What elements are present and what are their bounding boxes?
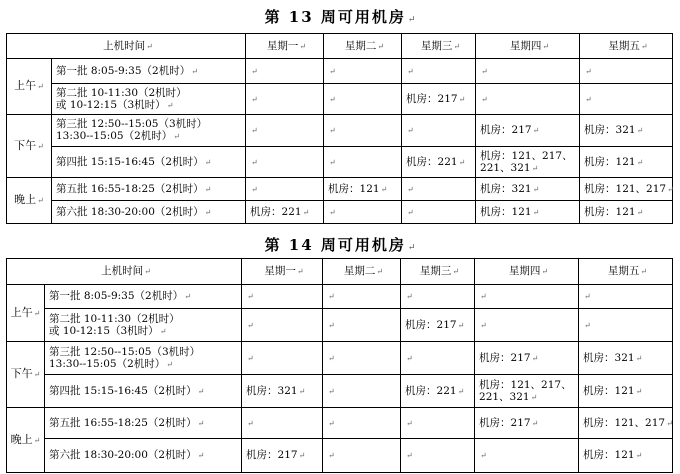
table-row bbox=[7, 309, 673, 342]
room-cell bbox=[401, 375, 475, 408]
paragraph-mark: ↵ bbox=[407, 243, 416, 253]
room-cell bbox=[475, 309, 579, 342]
room-cell bbox=[580, 178, 673, 201]
paragraph-mark: ↵ bbox=[173, 132, 180, 141]
room-cell bbox=[401, 309, 475, 342]
paragraph-mark: ↵ bbox=[197, 451, 205, 460]
paragraph-mark: ↵ bbox=[667, 184, 674, 194]
paragraph-mark: ↵ bbox=[640, 41, 648, 51]
period-text: 晚上 bbox=[10, 432, 33, 446]
room-text: 机房：217 bbox=[480, 124, 532, 136]
header-text: 星期二 bbox=[343, 265, 376, 277]
cell-text: 第五批 16:55-18:25（2机时） bbox=[56, 182, 204, 195]
room-cell bbox=[579, 342, 673, 375]
room-cell bbox=[580, 59, 673, 84]
room-cell bbox=[476, 115, 580, 147]
paragraph-mark: ↵ bbox=[329, 66, 336, 76]
room-text: 机房：121、217 bbox=[583, 416, 666, 429]
room-text: 机房：321 bbox=[480, 182, 532, 195]
time-slot-cell bbox=[45, 285, 242, 309]
paragraph-mark: ↵ bbox=[251, 126, 258, 135]
room-cell bbox=[580, 115, 673, 147]
cell-text: 第三批 12:50--15:05（3机时） bbox=[49, 345, 201, 358]
room-cell bbox=[401, 439, 475, 473]
cell-text: 第二批 10-11:30（2机时） bbox=[49, 312, 180, 325]
room-cell bbox=[475, 408, 579, 439]
room-text: 机房：121 bbox=[583, 449, 635, 461]
room-cell bbox=[246, 178, 324, 201]
room-cell bbox=[402, 201, 476, 224]
paragraph-mark: ↵ bbox=[191, 66, 198, 76]
room-cell bbox=[242, 375, 323, 408]
paragraph-mark: ↵ bbox=[298, 386, 306, 396]
paragraph-mark: ↵ bbox=[299, 41, 307, 51]
room-cell bbox=[324, 147, 402, 178]
header-text: 上机时间 bbox=[103, 39, 146, 52]
room-text: 机房：217 bbox=[479, 416, 531, 429]
paragraph-mark: ↵ bbox=[585, 94, 592, 104]
paragraph-mark: ↵ bbox=[635, 353, 643, 363]
paragraph-mark: ↵ bbox=[532, 126, 540, 135]
period-text: 下午 bbox=[14, 138, 37, 152]
room-cell bbox=[580, 84, 673, 115]
room-cell bbox=[476, 201, 580, 224]
table-row bbox=[7, 178, 673, 201]
period-label bbox=[7, 408, 45, 473]
paragraph-mark: ↵ bbox=[636, 126, 644, 135]
room-text: 机房：121、217、221、321 bbox=[480, 149, 573, 174]
room-cell bbox=[476, 84, 580, 115]
paragraph-mark: ↵ bbox=[247, 353, 254, 363]
paragraph-mark: ↵ bbox=[458, 157, 466, 167]
room-cell bbox=[476, 147, 580, 178]
table-row bbox=[7, 285, 673, 309]
room-cell bbox=[401, 342, 475, 375]
header-time bbox=[7, 259, 242, 285]
week-title bbox=[0, 8, 680, 29]
paragraph-mark: ↵ bbox=[406, 451, 413, 460]
paragraph-mark: ↵ bbox=[585, 66, 592, 76]
header-weekday bbox=[324, 34, 402, 59]
week-title-text: 第 13 周可用机房 bbox=[264, 8, 406, 26]
cell-text: 第二批 10-11:30（2机时） bbox=[56, 86, 187, 99]
paragraph-mark: ↵ bbox=[328, 292, 335, 301]
room-cell bbox=[475, 439, 579, 473]
table-row bbox=[7, 375, 673, 408]
paragraph-mark: ↵ bbox=[184, 292, 191, 301]
paragraph-mark: ↵ bbox=[406, 418, 413, 428]
paragraph-mark: ↵ bbox=[453, 41, 461, 51]
paragraph-mark: ↵ bbox=[407, 15, 416, 25]
room-cell bbox=[242, 408, 323, 439]
paragraph-mark: ↵ bbox=[251, 94, 258, 104]
header-weekday bbox=[246, 34, 324, 59]
time-slot-cell bbox=[45, 342, 242, 375]
room-cell bbox=[323, 439, 401, 473]
cell-text: 第一批 8:05-9:35（2机时） bbox=[56, 64, 191, 77]
paragraph-mark: ↵ bbox=[247, 418, 254, 428]
period-text: 上午 bbox=[14, 79, 37, 92]
room-cell bbox=[476, 59, 580, 84]
header-weekday bbox=[579, 259, 673, 285]
paragraph-mark: ↵ bbox=[636, 157, 644, 167]
paragraph-mark: ↵ bbox=[302, 207, 310, 217]
paragraph-mark: ↵ bbox=[407, 126, 414, 135]
paragraph-mark: ↵ bbox=[531, 418, 539, 428]
time-slot-cell bbox=[52, 147, 246, 178]
cell-text: 第六批 18:30-20:00（2机时） bbox=[49, 449, 197, 461]
room-text: 机房：121 bbox=[584, 205, 636, 218]
header-text: 星期一 bbox=[266, 39, 299, 52]
paragraph-mark: ↵ bbox=[329, 207, 336, 217]
paragraph-mark: ↵ bbox=[144, 267, 151, 276]
period-label bbox=[7, 115, 52, 178]
paragraph-mark: ↵ bbox=[328, 418, 335, 428]
period-label bbox=[7, 342, 45, 408]
paragraph-mark: ↵ bbox=[37, 141, 44, 151]
paragraph-mark: ↵ bbox=[328, 320, 335, 330]
table-row bbox=[7, 115, 673, 147]
paragraph-mark: ↵ bbox=[204, 157, 212, 167]
header-text: 星期三 bbox=[420, 39, 453, 52]
paragraph-mark: ↵ bbox=[407, 184, 414, 194]
cell-text: 第四批 15:15-16:45（2机时） bbox=[56, 155, 204, 168]
time-slot-cell bbox=[52, 84, 246, 115]
paragraph-mark: ↵ bbox=[407, 207, 414, 217]
room-cell bbox=[242, 439, 323, 473]
schedule-table bbox=[6, 33, 673, 224]
header-time bbox=[7, 34, 246, 59]
paragraph-mark: ↵ bbox=[247, 292, 254, 301]
room-cell bbox=[402, 178, 476, 201]
period-label bbox=[7, 285, 45, 342]
paragraph-mark: ↵ bbox=[204, 207, 212, 217]
paragraph-mark: ↵ bbox=[146, 41, 153, 51]
room-text: 机房：321 bbox=[583, 351, 635, 364]
paragraph-mark: ↵ bbox=[204, 184, 212, 194]
header-row bbox=[7, 34, 673, 59]
paragraph-mark: ↵ bbox=[328, 353, 335, 363]
paragraph-mark: ↵ bbox=[481, 66, 488, 76]
room-cell bbox=[324, 201, 402, 224]
room-cell bbox=[246, 84, 324, 115]
header-text: 星期五 bbox=[607, 265, 640, 277]
room-cell bbox=[402, 59, 476, 84]
time-slot-cell bbox=[45, 408, 242, 439]
paragraph-mark: ↵ bbox=[329, 157, 336, 167]
paragraph-mark: ↵ bbox=[458, 94, 466, 104]
time-slot-cell bbox=[52, 115, 246, 147]
paragraph-mark: ↵ bbox=[542, 41, 550, 51]
room-text: 机房：121、217、221、321 bbox=[479, 378, 572, 403]
time-slot-cell bbox=[52, 201, 246, 224]
header-weekday bbox=[475, 259, 579, 285]
paragraph-mark: ↵ bbox=[296, 267, 304, 276]
header-text: 上机时间 bbox=[101, 265, 144, 277]
paragraph-mark: ↵ bbox=[406, 292, 413, 301]
paragraph-mark: ↵ bbox=[541, 267, 549, 276]
paragraph-mark: ↵ bbox=[584, 292, 591, 301]
paragraph-mark: ↵ bbox=[480, 320, 487, 330]
paragraph-mark: ↵ bbox=[532, 207, 540, 217]
time-slot-cell bbox=[45, 375, 242, 408]
header-weekday bbox=[323, 259, 401, 285]
header-row bbox=[7, 259, 673, 285]
room-cell bbox=[401, 285, 475, 309]
room-cell bbox=[402, 115, 476, 147]
room-text: 机房：321 bbox=[584, 124, 636, 136]
room-text: 机房：217 bbox=[405, 318, 457, 331]
room-text: 机房：221 bbox=[405, 384, 457, 397]
table-row bbox=[7, 439, 673, 473]
paragraph-mark: ↵ bbox=[251, 66, 258, 76]
room-cell bbox=[324, 59, 402, 84]
paragraph-mark: ↵ bbox=[481, 94, 488, 104]
cell-text: 13:30--15:05（2机时） bbox=[49, 357, 166, 370]
paragraph-mark: ↵ bbox=[251, 157, 258, 167]
table-row bbox=[7, 342, 673, 375]
header-text: 星期三 bbox=[419, 265, 452, 277]
paragraph-mark: ↵ bbox=[452, 267, 460, 276]
paragraph-mark: ↵ bbox=[33, 435, 41, 445]
room-cell bbox=[579, 285, 673, 309]
cell-text: 第五批 16:55-18:25（2机时） bbox=[49, 416, 197, 429]
paragraph-mark: ↵ bbox=[247, 320, 254, 330]
week-title bbox=[0, 236, 680, 257]
paragraph-mark: ↵ bbox=[377, 41, 385, 51]
period-text: 晚上 bbox=[14, 193, 37, 206]
paragraph-mark: ↵ bbox=[33, 308, 41, 318]
room-cell bbox=[402, 147, 476, 178]
room-text: 机房：217 bbox=[406, 92, 458, 105]
table-row bbox=[7, 84, 673, 115]
paragraph-mark: ↵ bbox=[251, 184, 258, 194]
room-cell bbox=[323, 408, 401, 439]
room-cell bbox=[580, 201, 673, 224]
cell-text: 第六批 18:30-20:00（2机时） bbox=[56, 205, 204, 218]
header-text: 星期一 bbox=[264, 265, 296, 277]
paragraph-mark: ↵ bbox=[457, 320, 465, 330]
table-row bbox=[7, 408, 673, 439]
room-cell bbox=[242, 342, 323, 375]
room-cell bbox=[475, 342, 579, 375]
room-text: 机房：121 bbox=[584, 155, 636, 168]
paragraph-mark: ↵ bbox=[166, 100, 174, 110]
room-cell bbox=[402, 84, 476, 115]
paragraph-mark: ↵ bbox=[532, 184, 540, 194]
room-cell bbox=[324, 84, 402, 115]
room-cell bbox=[246, 115, 324, 147]
room-text: 机房：221 bbox=[250, 205, 302, 218]
header-weekday bbox=[580, 34, 673, 59]
paragraph-mark: ↵ bbox=[376, 267, 384, 276]
room-cell bbox=[246, 147, 324, 178]
paragraph-mark: ↵ bbox=[636, 207, 644, 217]
paragraph-mark: ↵ bbox=[480, 451, 487, 460]
period-text: 上午 bbox=[10, 305, 33, 319]
room-cell bbox=[475, 285, 579, 309]
room-cell bbox=[579, 408, 673, 439]
time-slot-cell bbox=[52, 59, 246, 84]
paragraph-mark: ↵ bbox=[197, 386, 205, 396]
week-title-text: 第 14 周可用机房 bbox=[264, 236, 406, 254]
paragraph-mark: ↵ bbox=[635, 451, 643, 460]
room-cell bbox=[475, 375, 579, 408]
paragraph-mark: ↵ bbox=[159, 326, 167, 336]
table-row bbox=[7, 59, 673, 84]
period-label bbox=[7, 59, 52, 115]
room-cell bbox=[401, 408, 475, 439]
room-text: 机房：321 bbox=[246, 384, 298, 397]
room-cell bbox=[579, 309, 673, 342]
cell-text: 或 10-12:15（3机时） bbox=[56, 98, 166, 111]
period-text: 下午 bbox=[10, 367, 33, 380]
cell-text: 13:30--15:05（2机时） bbox=[56, 130, 173, 142]
header-text: 星期五 bbox=[608, 39, 640, 52]
room-cell bbox=[323, 309, 401, 342]
period-label bbox=[7, 178, 52, 224]
paragraph-mark: ↵ bbox=[328, 386, 335, 396]
paragraph-mark: ↵ bbox=[329, 94, 336, 104]
room-cell bbox=[324, 178, 402, 201]
header-weekday bbox=[476, 34, 580, 59]
paragraph-mark: ↵ bbox=[37, 196, 44, 205]
paragraph-mark: ↵ bbox=[298, 451, 306, 460]
time-slot-cell bbox=[52, 178, 246, 201]
room-cell bbox=[323, 342, 401, 375]
header-text: 星期二 bbox=[344, 39, 377, 52]
room-text: 机房：121 bbox=[583, 384, 635, 397]
room-cell bbox=[579, 439, 673, 473]
room-cell bbox=[242, 285, 323, 309]
cell-text: 第三批 12:50--15:05（3机时） bbox=[56, 118, 208, 130]
paragraph-mark: ↵ bbox=[531, 353, 539, 363]
paragraph-mark: ↵ bbox=[584, 320, 591, 330]
paragraph-mark: ↵ bbox=[457, 386, 465, 396]
room-text: 机房：217 bbox=[479, 351, 531, 364]
room-cell bbox=[579, 375, 673, 408]
paragraph-mark: ↵ bbox=[197, 418, 205, 428]
room-cell bbox=[324, 115, 402, 147]
room-text: 机房：221 bbox=[406, 155, 458, 168]
room-cell bbox=[242, 309, 323, 342]
schedule-table bbox=[6, 258, 673, 473]
room-text: 机房：121、217 bbox=[584, 182, 667, 195]
paragraph-mark: ↵ bbox=[329, 126, 336, 135]
room-text: 机房：217 bbox=[246, 449, 298, 461]
paragraph-mark: ↵ bbox=[407, 66, 414, 76]
paragraph-mark: ↵ bbox=[530, 392, 538, 402]
header-text: 星期四 bbox=[508, 265, 541, 277]
cell-text: 第一批 8:05-9:35（2机时） bbox=[49, 290, 184, 302]
room-cell bbox=[323, 285, 401, 309]
paragraph-mark: ↵ bbox=[33, 370, 41, 379]
paragraph-mark: ↵ bbox=[531, 163, 539, 173]
room-text: 机房：121 bbox=[328, 182, 380, 195]
room-cell bbox=[476, 178, 580, 201]
time-slot-cell bbox=[45, 439, 242, 473]
table-row bbox=[7, 201, 673, 224]
room-cell bbox=[246, 201, 324, 224]
time-slot-cell bbox=[45, 309, 242, 342]
paragraph-mark: ↵ bbox=[406, 353, 413, 363]
room-cell bbox=[323, 375, 401, 408]
room-text: 机房：121 bbox=[480, 205, 532, 218]
paragraph-mark: ↵ bbox=[666, 418, 673, 428]
room-cell bbox=[580, 147, 673, 178]
paragraph-mark: ↵ bbox=[635, 386, 643, 396]
header-weekday bbox=[401, 259, 475, 285]
cell-text: 第四批 15:15-16:45（2机时） bbox=[49, 384, 197, 397]
paragraph-mark: ↵ bbox=[380, 184, 388, 194]
paragraph-mark: ↵ bbox=[640, 267, 648, 276]
header-weekday bbox=[402, 34, 476, 59]
paragraph-mark: ↵ bbox=[480, 292, 487, 301]
paragraph-mark: ↵ bbox=[328, 451, 335, 460]
table-row bbox=[7, 147, 673, 178]
header-text: 星期四 bbox=[509, 39, 542, 52]
header-weekday bbox=[242, 259, 323, 285]
paragraph-mark: ↵ bbox=[166, 359, 173, 369]
paragraph-mark: ↵ bbox=[37, 82, 44, 91]
cell-text: 或 10-12:15（3机时） bbox=[49, 324, 159, 337]
room-cell bbox=[246, 59, 324, 84]
